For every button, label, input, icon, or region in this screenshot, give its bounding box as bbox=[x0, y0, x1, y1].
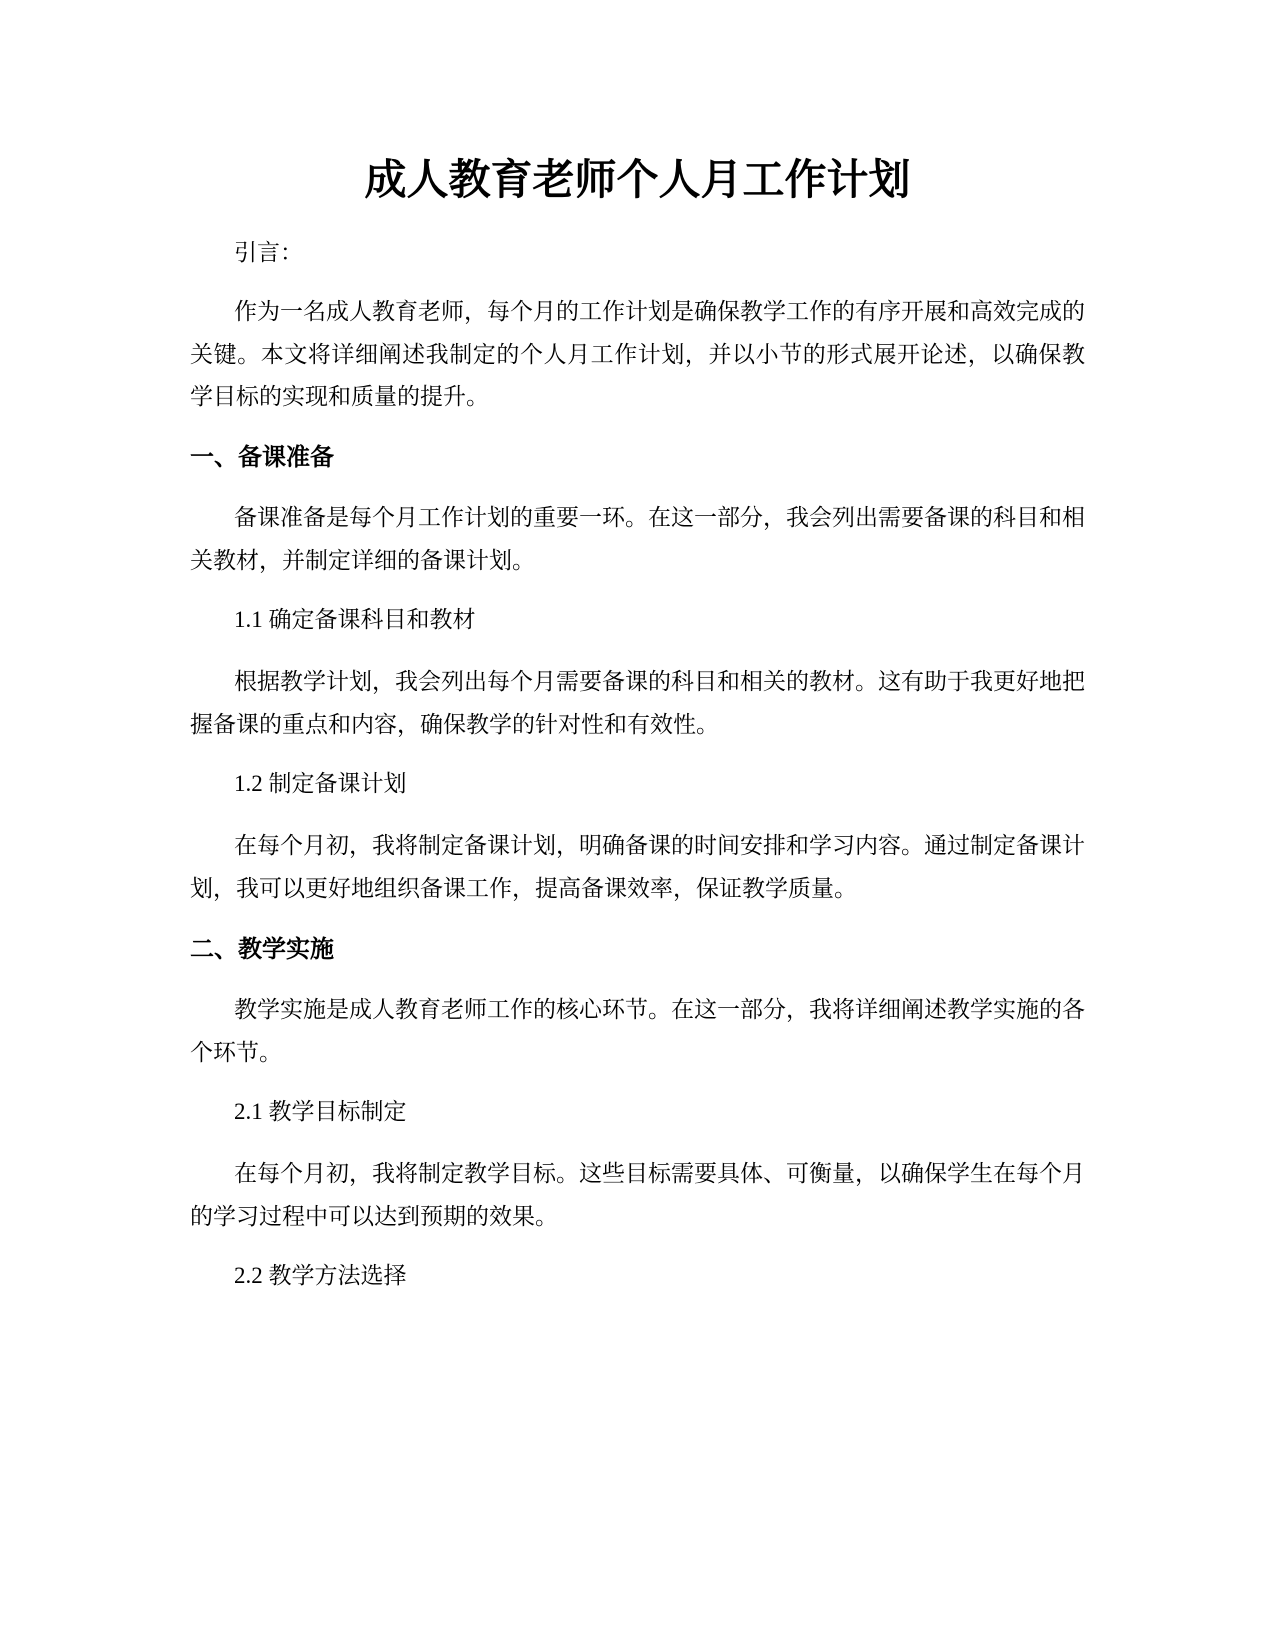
subsection-heading-2-2: 2.2 教学方法选择 bbox=[234, 1263, 407, 1288]
section-1-intro: 备课准备是每个月工作计划的重要一环。在这一部分，我会列出需要备课的科目和相关教材，并制定详细的备课计划。 bbox=[190, 505, 1085, 573]
section-2-intro: 教学实施是成人教育老师工作的核心环节。在这一部分，我将详细阐述教学实施的各个环节。 bbox=[190, 997, 1085, 1065]
subsection-1-1-body: 根据教学计划，我会列出每个月需要备课的科目和相关的教材。这有助于我更好地把握备课的重点和内容，确保教学的针对性和有效性。 bbox=[190, 669, 1085, 737]
document-title: 成人教育老师个人月工作计划 bbox=[364, 155, 911, 204]
intro-label: 引言： bbox=[234, 240, 303, 265]
subsection-heading-1-1: 1.1 确定备课科目和教材 bbox=[234, 607, 476, 632]
subsection-heading-2-1: 2.1 教学目标制定 bbox=[234, 1099, 407, 1124]
subsection-1-2-body: 在每个月初，我将制定备课计划，明确备课的时间安排和学习内容。通过制定备课计划，我可以更好地组织备课工作，提高备课效率，保证教学质量。 bbox=[190, 833, 1085, 901]
intro-paragraph: 作为一名成人教育老师，每个月的工作计划是确保教学工作的有序开展和高效完成的关键。本文将详细阐述我制定的个人月工作计划，并以小节的形式展开论述，以确保教学目标的实现和质量的提升。 bbox=[190, 299, 1085, 409]
section-heading-1: 一、备课准备 bbox=[190, 443, 334, 471]
subsection-2-1-body: 在每个月初，我将制定教学目标。这些目标需要具体、可衡量，以确保学生在每个月的学习过程中可以达到预期的效果。 bbox=[190, 1161, 1085, 1229]
section-heading-2: 二、教学实施 bbox=[190, 935, 334, 963]
subsection-heading-1-2: 1.2 制定备课计划 bbox=[234, 771, 407, 796]
